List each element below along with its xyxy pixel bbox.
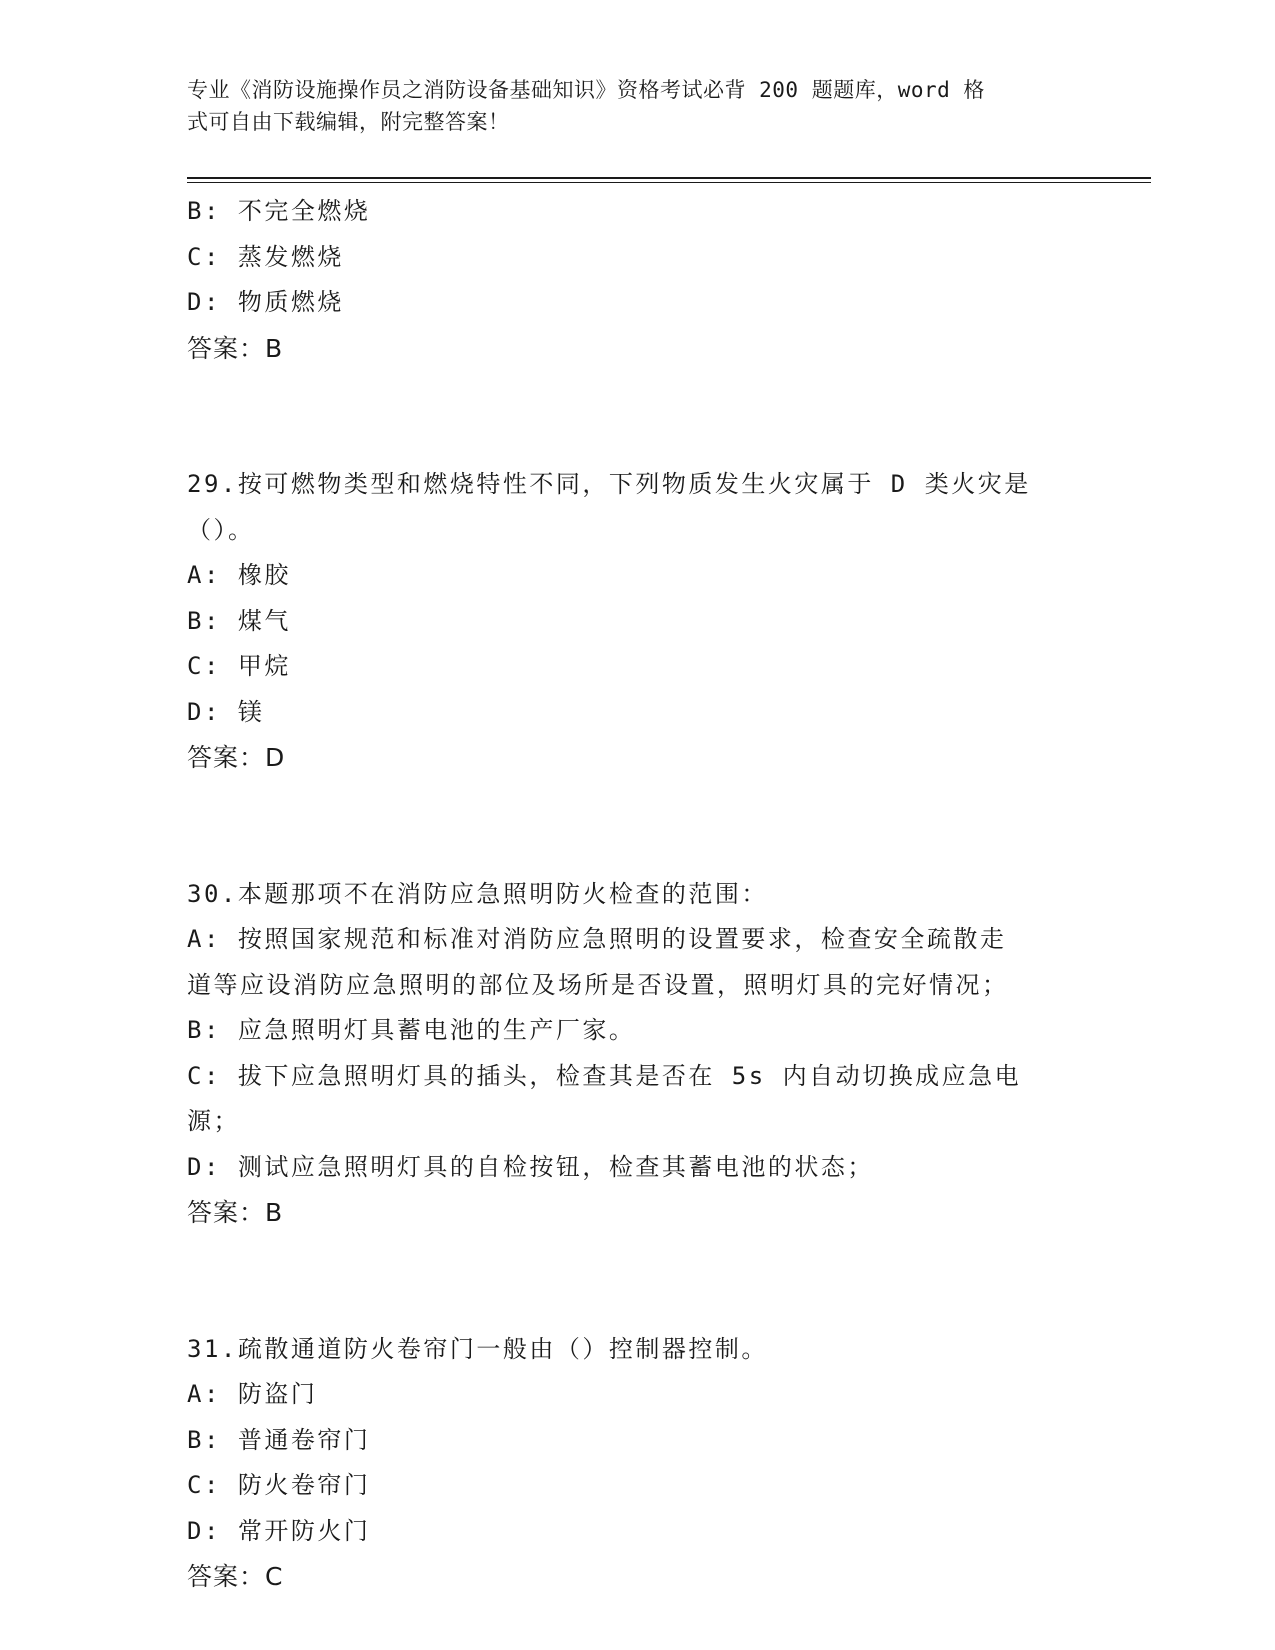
answer: 答案：B <box>187 333 284 363</box>
option-a: A: 按照国家规范和标准对消防应急照明的设置要求，检查安全疏散走 <box>187 925 1007 953</box>
option-d: D: 常开防火门 <box>187 1516 371 1545</box>
answer: 答案：D <box>187 743 286 772</box>
question-stem: 29.按可燃物类型和燃烧特性不同，下列物质发生火灾属于 D 类火灾是 <box>187 470 1031 498</box>
question-31 <box>187 1327 1077 1600</box>
option-a: A: 防盗门 <box>187 1380 318 1408</box>
question-stem-cont: （）。 <box>187 515 255 544</box>
header-line-2: 式可自由下载编辑，附完整答案！ <box>187 110 510 134</box>
option-b: B: 普通卷帘门 <box>187 1425 371 1454</box>
question-stem: 31.疏散通道防火卷帘门一般由（）控制器控制。 <box>187 1334 768 1363</box>
option-c-cont: 源； <box>187 1107 240 1135</box>
option-d: D: 镁 <box>187 697 265 726</box>
option-a: A: 橡胶 <box>187 561 291 589</box>
question-28-tail <box>187 189 1077 371</box>
question-stem: 30.本题那项不在消防应急照明防火检查的范围： <box>187 879 768 908</box>
header-divider-thick <box>187 177 1151 179</box>
option-b: B: 煤气 <box>187 606 291 635</box>
question-29 <box>187 462 1077 781</box>
answer: 答案：B <box>187 1198 284 1227</box>
option-c: C: 防火卷帘门 <box>187 1471 371 1499</box>
header-line-1: 专业《消防设施操作员之消防设备基础知识》资格考试必背 200 题题库，word 格 <box>187 78 985 102</box>
option-b: B: 不完全燃烧 <box>187 197 371 225</box>
header-divider-thin <box>187 182 1151 183</box>
option-b: B: 应急照明灯具蓄电池的生产厂家。 <box>187 1016 636 1044</box>
document-header <box>187 74 1087 138</box>
option-c: C: 蒸发燃烧 <box>187 242 344 271</box>
answer: 答案：C <box>187 1562 284 1591</box>
option-d: D: 物质燃烧 <box>187 288 344 316</box>
option-c: C: 甲烷 <box>187 652 291 680</box>
option-d: D: 测试应急照明灯具的自检按钮，检查其蓄电池的状态； <box>187 1152 874 1181</box>
question-30 <box>187 872 1077 1236</box>
question-list <box>187 189 1077 1600</box>
option-c: C: 拔下应急照明灯具的插头，检查其是否在 5s 内自动切换成应急电 <box>187 1061 1022 1090</box>
option-a-cont: 道等应设消防应急照明的部位及场所是否设置，照明灯具的完好情况； <box>187 970 1009 999</box>
